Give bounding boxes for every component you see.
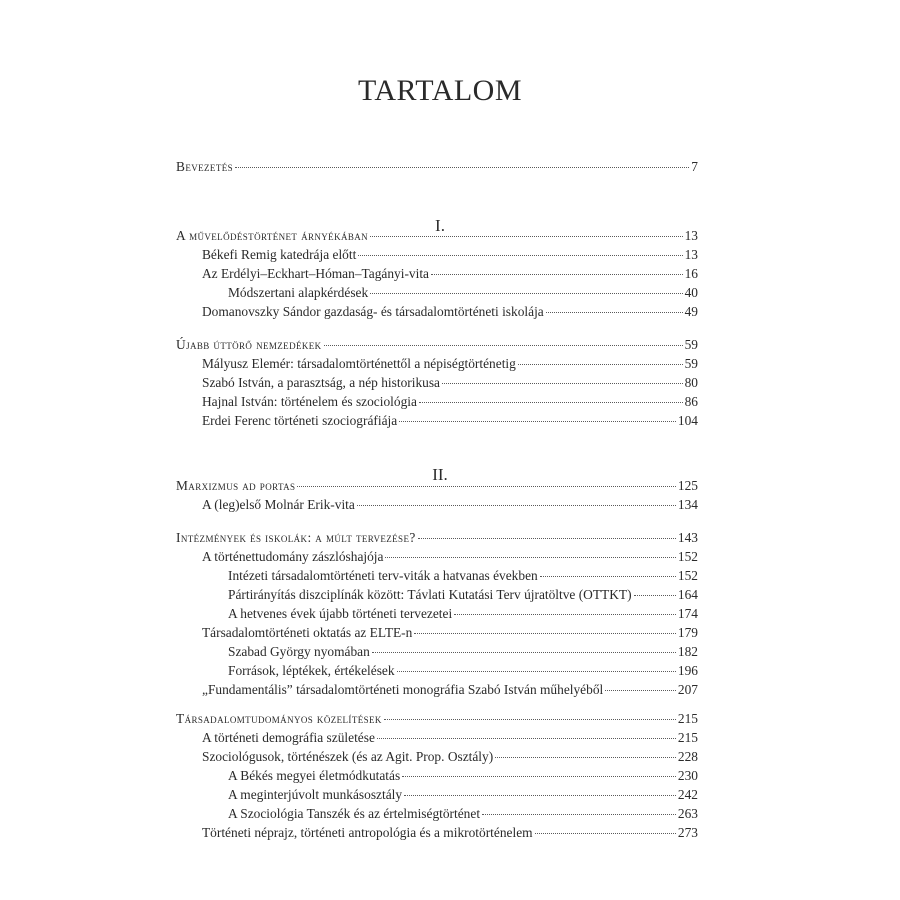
dot-leader bbox=[419, 402, 683, 403]
dot-leader bbox=[297, 486, 675, 487]
toc-chapter bbox=[176, 476, 698, 496]
toc-page-number: 16 bbox=[684, 266, 698, 281]
toc-entry bbox=[202, 392, 698, 412]
dot-leader bbox=[397, 671, 676, 672]
toc-entry-title: A hetvenes évek újabb történeti tervezetei bbox=[228, 606, 453, 621]
toc-entry-title: A történettudomány zászlóshajója bbox=[202, 549, 384, 564]
dot-leader bbox=[370, 293, 682, 294]
part-heading-1: I. bbox=[435, 216, 445, 235]
toc-page-number: 143 bbox=[677, 530, 698, 545]
dot-leader bbox=[535, 833, 676, 834]
toc-entry-title: Társadalomtudományos közelítések bbox=[176, 711, 382, 726]
page-title: TARTALOM bbox=[357, 74, 523, 107]
toc-entry bbox=[202, 680, 698, 700]
toc-entry-title: Források, léptékek, értékelések bbox=[228, 663, 395, 678]
toc-entry bbox=[228, 604, 698, 624]
toc-chapter bbox=[176, 528, 698, 548]
part-heading-2: II. bbox=[432, 465, 448, 484]
dot-leader bbox=[414, 633, 676, 634]
toc-entry-title: Pártirányítás diszciplínák között: Távlati Kutatási Terv újratöltve (OTTKT) bbox=[228, 587, 632, 602]
toc-chapter bbox=[176, 709, 698, 729]
toc-entry-title: Történeti néprajz, történeti antropológia és a mikrotörténelem bbox=[202, 825, 533, 840]
toc-entry-title: A (leg)első Molnár Erik-vita bbox=[202, 497, 355, 512]
dot-leader bbox=[385, 557, 675, 558]
toc-page-number: 263 bbox=[677, 806, 698, 821]
toc-entry-title: Az Erdélyi–Eckhart–Hóman–Tagányi-vita bbox=[202, 266, 429, 281]
toc-entry-title: Módszertani alapkérdések bbox=[228, 285, 369, 300]
toc-page-number: 182 bbox=[677, 644, 698, 659]
toc-page-number: 179 bbox=[677, 625, 698, 640]
dot-leader bbox=[540, 576, 676, 577]
dot-leader bbox=[518, 364, 683, 365]
toc-entry bbox=[202, 547, 698, 567]
dot-leader bbox=[546, 312, 683, 313]
toc-entry-title: Intézmények és iskolák: a múlt tervezése? bbox=[176, 530, 416, 545]
toc-chapter bbox=[176, 226, 698, 246]
toc-page-number: 215 bbox=[677, 711, 698, 726]
toc-entry bbox=[202, 623, 698, 643]
dot-leader bbox=[235, 167, 689, 168]
toc-page-number: 7 bbox=[691, 159, 698, 174]
toc-page-number: 59 bbox=[684, 356, 698, 371]
dot-leader bbox=[372, 652, 676, 653]
dot-leader bbox=[358, 255, 682, 256]
toc-page-number: 152 bbox=[677, 568, 698, 583]
toc-chapter bbox=[176, 335, 698, 355]
toc-page-number: 86 bbox=[684, 394, 698, 409]
toc-page-number: 164 bbox=[677, 587, 698, 602]
dot-leader bbox=[402, 776, 676, 777]
toc-entry-title: Erdei Ferenc történeti szociográfiája bbox=[202, 413, 398, 428]
toc-page-number: 196 bbox=[677, 663, 698, 678]
toc-page-number: 242 bbox=[677, 787, 698, 802]
dot-leader bbox=[454, 614, 676, 615]
toc-entry bbox=[202, 728, 698, 748]
toc-entry-title: Újabb úttörő nemzedékek bbox=[176, 337, 322, 352]
toc-page-number: 230 bbox=[677, 768, 698, 783]
toc-entry-title: Szociológusok, történészek (és az Agit. Prop. Osztály) bbox=[202, 749, 494, 764]
toc-page-number: 273 bbox=[677, 825, 698, 840]
toc-entry bbox=[202, 354, 698, 374]
toc-page-number: 228 bbox=[677, 749, 698, 764]
toc-entry bbox=[228, 566, 698, 586]
toc-entry-title: Marxizmus ad portas bbox=[176, 478, 296, 493]
toc-page-number: 13 bbox=[684, 247, 698, 262]
toc-entry bbox=[228, 766, 698, 786]
toc-entry-title: A művelődéstörténet árnyékában bbox=[176, 228, 369, 243]
dot-leader bbox=[357, 505, 676, 506]
toc-entry bbox=[228, 785, 698, 805]
toc-entry-title: Bevezetés bbox=[176, 159, 234, 174]
toc-page-number: 59 bbox=[684, 337, 698, 352]
toc-entry-title: Szabó István, a parasztság, a nép historikusa bbox=[202, 375, 440, 390]
toc-page-number: 174 bbox=[677, 606, 698, 621]
toc-entry bbox=[202, 373, 698, 393]
dot-leader bbox=[605, 690, 676, 691]
dot-leader bbox=[404, 795, 676, 796]
dot-leader bbox=[377, 738, 676, 739]
toc-entry bbox=[228, 283, 698, 303]
toc-entry-title: A meginterjúvolt munkásosztály bbox=[228, 787, 403, 802]
toc-page-number: 80 bbox=[684, 375, 698, 390]
toc-entry bbox=[202, 823, 698, 843]
dot-leader bbox=[495, 757, 676, 758]
dot-leader bbox=[399, 421, 676, 422]
toc-entry bbox=[202, 245, 698, 265]
toc-entry bbox=[202, 747, 698, 767]
toc-entry-title: Társadalomtörténeti oktatás az ELTE-n bbox=[202, 625, 413, 640]
toc-entry-title: Békefi Remig katedrája előtt bbox=[202, 247, 357, 262]
dot-leader bbox=[442, 383, 683, 384]
toc-page-number: 134 bbox=[677, 497, 698, 512]
dot-leader bbox=[384, 719, 676, 720]
dot-leader bbox=[324, 345, 683, 346]
toc-entry bbox=[202, 495, 698, 515]
toc-entry-title: A Szociológia Tanszék és az értelmiségtörténet bbox=[228, 806, 481, 821]
toc-entry-title: „Fundamentális” társadalomtörténeti monográfia Szabó István műhelyéből bbox=[202, 682, 604, 697]
toc-entry-title: A Békés megyei életmódkutatás bbox=[228, 768, 401, 783]
toc-page-number: 13 bbox=[684, 228, 698, 243]
toc-page-number: 125 bbox=[677, 478, 698, 493]
toc-entry-title: Hajnal István: történelem és szociológia bbox=[202, 394, 417, 409]
dot-leader bbox=[370, 236, 683, 237]
toc-entry-title: Szabad György nyomában bbox=[228, 644, 370, 659]
dot-leader bbox=[482, 814, 676, 815]
toc-entry-title: A történeti demográfia születése bbox=[202, 730, 375, 745]
toc-entry bbox=[228, 804, 698, 824]
dot-leader bbox=[634, 595, 676, 596]
toc-page-number: 215 bbox=[677, 730, 698, 745]
toc-entry-title: Mályusz Elemér: társadalomtörténettől a népiségtörténetig bbox=[202, 356, 516, 371]
toc-page-number: 40 bbox=[684, 285, 698, 300]
toc-entry bbox=[228, 585, 698, 605]
toc-chapter bbox=[176, 157, 698, 177]
dot-leader bbox=[431, 274, 683, 275]
toc-entry bbox=[228, 661, 698, 681]
toc-page-number: 104 bbox=[677, 413, 698, 428]
toc-entry bbox=[202, 264, 698, 284]
toc-entry-title: Domanovszky Sándor gazdaság- és társadalomtörténeti iskolája bbox=[202, 304, 544, 319]
toc-page-number: 207 bbox=[677, 682, 698, 697]
toc-entry-title: Intézeti társadalomtörténeti terv-viták a hatvanas években bbox=[228, 568, 538, 583]
toc-page-number: 152 bbox=[677, 549, 698, 564]
toc-entry bbox=[202, 411, 698, 431]
toc-entry bbox=[228, 642, 698, 662]
toc-entry bbox=[202, 302, 698, 322]
dot-leader bbox=[418, 538, 676, 539]
toc-page-number: 49 bbox=[684, 304, 698, 319]
